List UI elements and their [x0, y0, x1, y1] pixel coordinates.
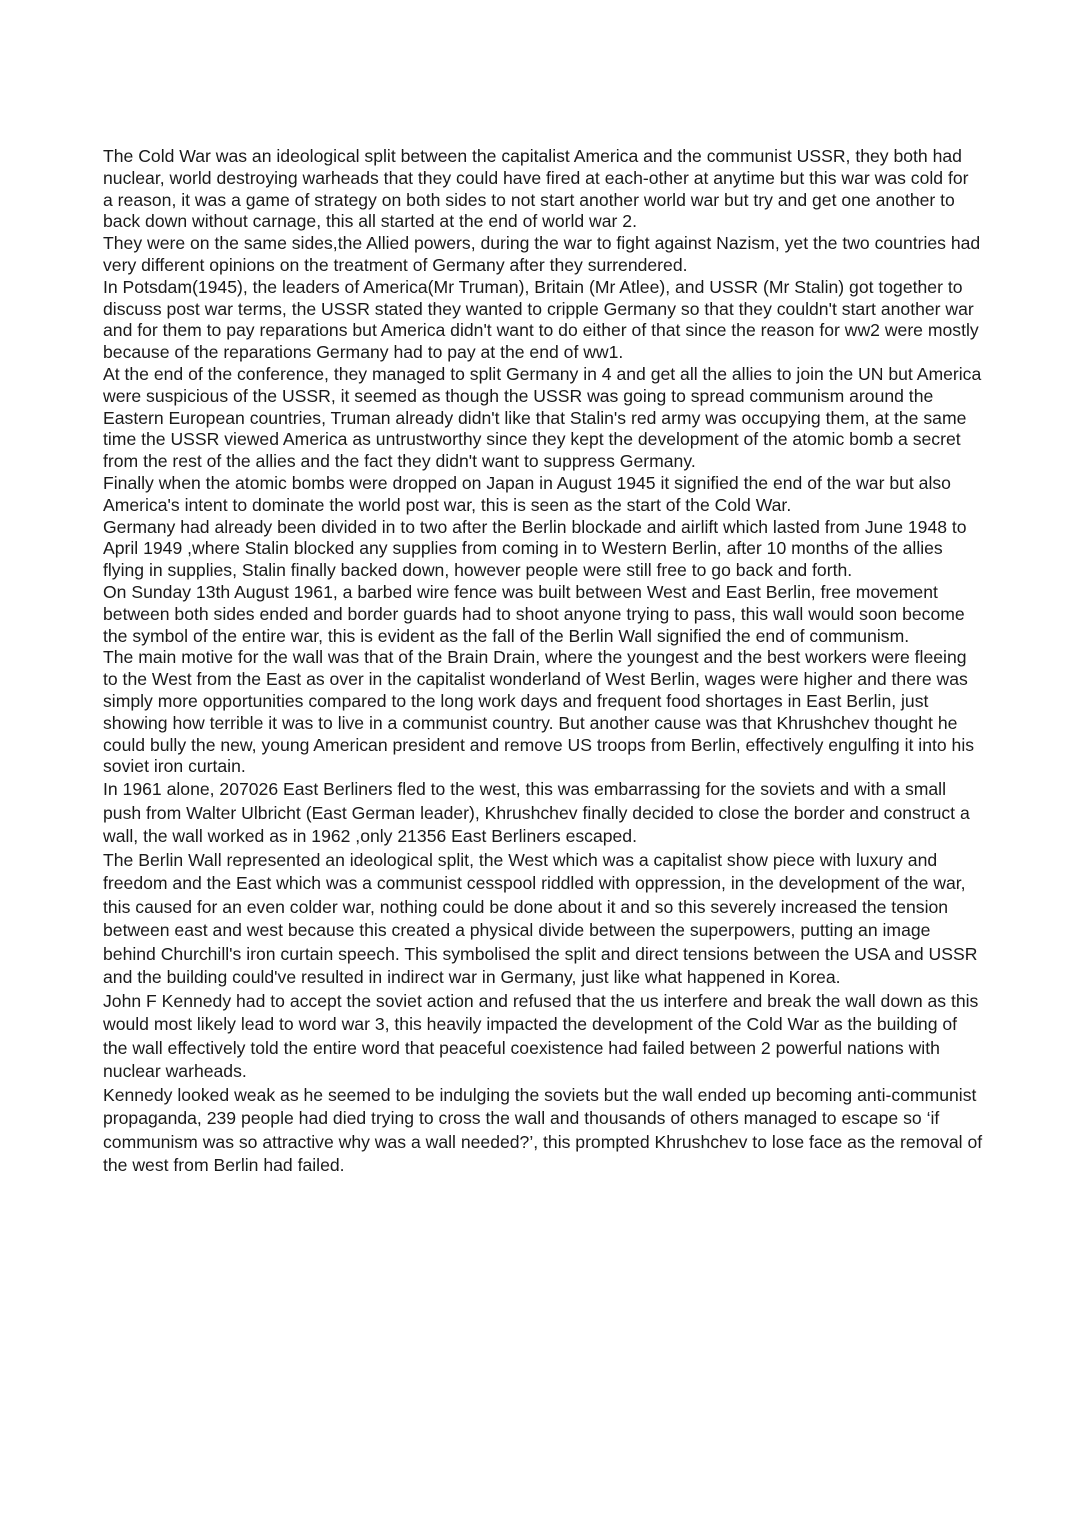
- paragraph-6: Germany had already been divided in to two after the Berlin blockade and airlift which lasted from June 1948 to April 1949 ,where Stalin blocked any supplies from coming in to Western Berlin, after 10 months of the allies flying in supplies, Stalin finally backed down, however people were still free to go back and forth.: [103, 516, 967, 581]
- paragraph-1: The Cold War was an ideological split between the capitalist America and the communist USSR, they both had nuclear, world destroying warheads that they could have fired at each-other at anytime but this war was cold for a reason, it was a game of strategy on both sides to not start another world war but try and get one another to back down without carnage, this all started at the end of world war 2.: [103, 146, 969, 232]
- paragraph-7: On Sunday 13th August 1961, a barbed wire fence was built between West and East Berlin, free movement between both sides ended and border guards had to shoot anyone trying to pass, this wall would soon become the symbol of the entire war, this is evident as the fall of the Berlin Wall signified the end of communism.: [103, 581, 965, 646]
- paragraph-5: Finally when the atomic bombs were dropped on Japan in August 1945 it signified the end of the war but also America's intent to dominate the world post war, this is seen as the start of the Cold War.: [103, 472, 951, 515]
- paragraph-3: In Potsdam(1945), the leaders of America(Mr Truman), Britain (Mr Atlee), and USSR (Mr Stalin) got together to discuss post war terms, the USSR stated they wanted to cripple Germany so that they couldn't start another war and for them to pay reparations but America didn't want to do either of that since the reason for ww2 were mostly because of the reparations Germany had to pay at the end of ww1.: [103, 276, 979, 363]
- paragraph-11: John F Kennedy had to accept the soviet action and refused that the us interfere and break the wall down as this would most likely lead to word war 3, this heavily impacted the development of the Cold War as the building of the wall effectively told the entire word that peaceful coexistence had failed between 2 powerful nations with nuclear warheads.: [103, 990, 979, 1082]
- paragraph-9: In 1961 alone, 207026 East Berliners fled to the west, this was embarrassing for the soviets and with a small push from Walter Ulbricht (East German leader), Khrushchev finally decided to close the border and construct a wall, the wall worked as in 1962 ,only 21356 East Berliners escaped.: [103, 779, 970, 847]
- paragraph-2: They were on the same sides,the Allied powers, during the war to fight against Nazism, yet the two countries had very different opinions on the treatment of Germany after they surrendered.: [103, 233, 981, 275]
- paragraph-12: Kennedy looked weak as he seemed to be indulging the soviets but the wall ended up becoming anti-communist propaganda, 239 people had died trying to cross the wall and thousands of others managed to escape so ‘if communism was so attractive why was a wall needed?’, this prompted Khrushchev to lose face as the removal of the west from Berlin had failed.: [103, 1084, 983, 1176]
- paragraph-8: The main motive for the wall was that of the Brain Drain, where the youngest and the best workers were fleeing to the West from the East as over in the capitalist wonderland of West Berlin, wages were higher and there was simply more opportunities compared to the long work days and frequent food shortages in East Berlin, just showing how terrible it was to live in a communist country. But another cause was that Khrushchev thought he could bully the new, young American president and remove US troops from Berlin, effectively engulfing it into his soviet iron curtain.: [103, 647, 975, 777]
- paragraph-4: At the end of the conference, they managed to split Germany in 4 and get all the allies to join the UN but America were suspicious of the USSR, it seemed as though the USSR was going to spread communism around the Eastern European countries, Truman already didn't like that Stalin's red army was occupying them, at the same time the USSR viewed America as untrustworthy since they kept the development of the atomic bomb a secret from the rest of the allies and the fact they didn't want to suppress Germany.: [103, 363, 982, 472]
- essay-body: [103, 146, 983, 1178]
- paragraph-10: The Berlin Wall represented an ideological split, the West which was a capitalist show piece with luxury and freedom and the East which was a communist cesspool riddled with oppression, in the development of the war, this caused for an even colder war, nothing could be done about it and so this severely increased the tension between east and west because this created a physical divide between the superpowers, putting an image behind Churchill's iron curtain speech. This symbolised the split and direct tensions between the USA and USSR and the building could've resulted in indirect war in Germany, just like what happened in Korea.: [103, 849, 978, 988]
